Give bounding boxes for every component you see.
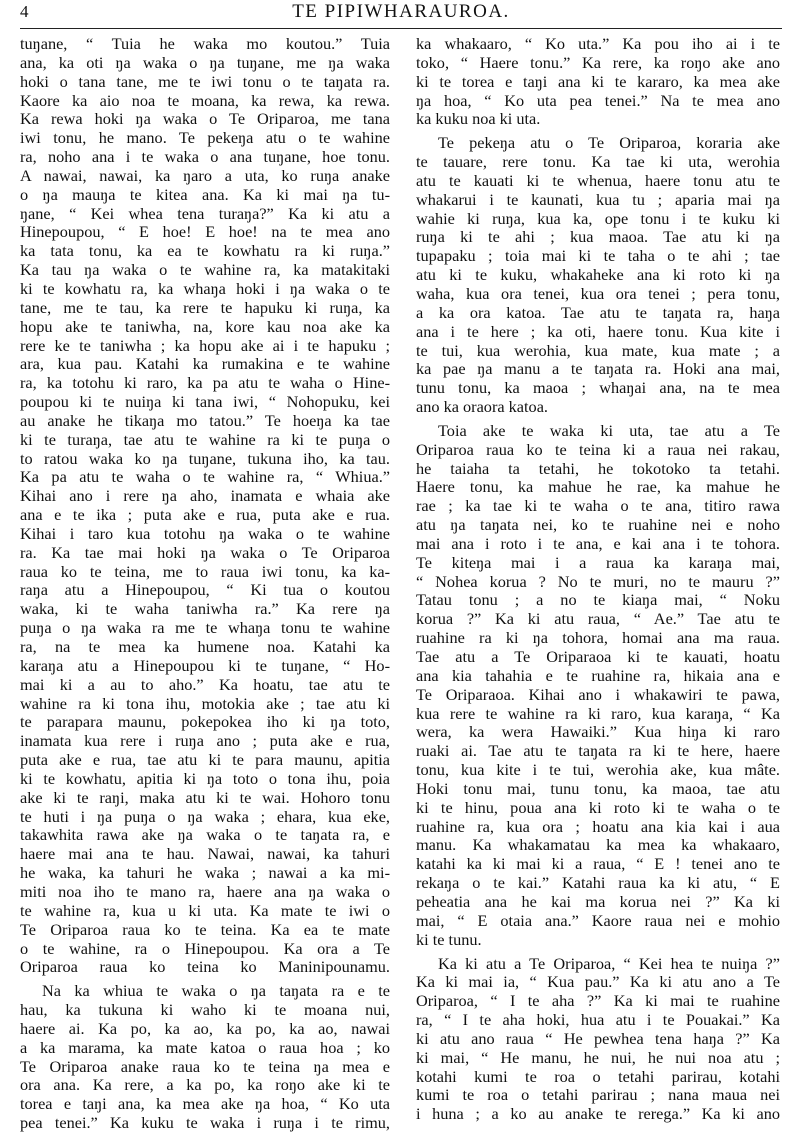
text-line: ana i te here ; ka oti, haere tonu. Kua kite i [416,322,780,341]
text-line: ki mai, “ He manu, he nui, he nui noa atu ; [416,1048,780,1067]
text-line: o ŋa mauŋa te kitea ana. Ka ki mai ŋa tu- [20,185,390,204]
text-line: waka, ki te waha taniwha ra.” Ka rere ŋa [20,600,390,619]
text-line: ra. Ka tae mai hoki ŋa waka o Te Oriparoa [20,543,390,562]
text-line: ka tata tonu, ka ea te kowhatu ra ki ruŋa.” [20,242,390,261]
text-line: ki te turaŋa, tae atu te wahine ra ki te puŋa o [20,430,390,449]
text-line: ŋa hoa, “ Ko uta pea tenei.” Na te mea ano [416,91,780,110]
text-line: Oriparoa raua ko te teina ki a raua nei rakau, [416,440,780,459]
text-line: korua ?” Ka ki atu raua, “ Ae.” Tae atu te [416,610,780,629]
text-line: Tae atu a Te Oriparaoa ki te kauati, hoatu [416,648,780,666]
text-line: Te kiteŋa mai i a raua ka karaŋa mai, [416,553,780,572]
text-line: ruŋa ki te ahi ; kua maoa. Tae atu ki ŋa [416,228,780,247]
text-line: ki te kowhatu, apitia ki ŋa toto o tona ihu, poia [20,769,390,788]
text-column-right [416,35,780,1129]
text-line: puta ake e rua, tae atu ki te para maunu, apitia [20,751,390,770]
text-line: ruahine ra ki ŋa tohora, homai ana ma raua. [416,629,780,648]
text-line: atu ki te kuku, whakaheke ana ki roto ki ŋa [416,266,780,285]
text-line: Toia ake te waka ki uta, tae atu a Te [438,421,780,440]
text-line: peheatia ana he kai ma korua nei ?” Ka ki [416,892,780,911]
text-line: i huna ; a ko au anake te rerega.” Ka ki ano [416,1105,780,1124]
newspaper-title: TE PIPIWHARAUROA. [292,1,510,22]
text-line: te wahine ra, kua u ki uta. Ka mate te iwi o [20,901,390,920]
text-line: mai ki a au to aho.” Ka hoatu, tae atu te [20,675,390,694]
text-line: Kihai ano i rere ŋa aho, inamata e whaia ake [20,487,390,506]
page-header [20,0,782,30]
text-line: haere mai ana te hau. Nawai, nawai, ka tahuri [20,845,390,864]
paragraph [20,982,390,1133]
text-line: a ka ora katoa. Tae atu te taŋata ra, haŋa [416,303,780,322]
paragraph [20,35,390,977]
text-line: ruaki ai. Tae atu te taŋata ra ki te here, haere [416,742,780,761]
text-line: mai ana i roto i te ana, e kai ana i te tohora. [416,534,780,553]
text-line: miti noa iho te mano ra, haere ana ŋa waka o [20,882,390,901]
text-line: iwi tonu, he mano. Te pekeŋa atu o te wahine [20,129,390,148]
text-line: ki te kowhatu ra, ka whaŋa hoki i ŋa waka o te [20,279,390,298]
paragraph [416,955,780,1125]
text-line: atu ŋa taŋata nei, ko te ruahine nei e noho [416,516,780,535]
text-line: ki te torea e taŋi ana ki te kararo, ka mea ake [416,72,780,91]
header-rule [20,28,782,29]
text-line: tupapaku ; toia mai ki te taha o te ahi ; tae [416,247,780,266]
text-line: te tui, kua werohia, kua mate, kua mate ; a [416,341,780,360]
text-line: ki atu ano raua “ He pewhea tena haŋa ?” Ka [416,1029,780,1048]
text-line: wahie ki ruŋa, kua ka, ope tonu i te kuku ki [416,209,780,228]
text-line: ano ka oraora katoa. [416,398,548,417]
text-column-left [20,35,390,1138]
text-line: ora ana. Ka rere, a ka po, ka roŋo ake ki te [20,1076,390,1095]
text-line: au anake he tikaŋa mo tatou.” Te hoeŋa ka tae [20,411,390,430]
text-line: ka whakaaro, “ Ko uta.” Ka pou iho ai i te [416,35,780,53]
text-line: kua rere te wahine ra ki raro, kua karaŋa, “ Ka [416,704,780,723]
text-line: pea tenei.” Ka kuku te waka i ruŋa i te rimu, [20,1114,390,1133]
text-line: atu te kauati ki te whenua, haere tonu atu te [416,171,780,190]
paragraph [416,35,780,129]
text-line: ana, ka oti ŋa waka o ŋa tuŋane, me ŋa waka [20,53,390,72]
text-line: te huti i ŋa puŋa o ŋa waka ; ehara, kua eke, [20,807,390,826]
text-line: Te Oriparaoa. Kihai ano i whakawiri te pawa, [416,685,780,704]
text-line: haere ai. Ka po, ka ao, ka po, ka ao, nawai [20,1019,390,1038]
text-line: karaŋa atu a Hinepoupou ki te tuŋane, “ Ho- [20,656,390,675]
text-line: Tatau tonu ; a no te kiaŋa mai, “ Noku [416,591,780,610]
text-line: Te Oriparoa raua ko te teina. Ka ea te mate [20,920,390,939]
text-line: kumi te roa o tetahi parirau ; nana maua nei [416,1086,780,1105]
text-line: o te wahine, ra o Hinepoupou. Ka ora a Te [20,939,390,958]
text-line: wahine ra ki tona ihu, motokia ake ; tae atu ki [20,694,390,713]
text-line: ana e te ika ; puta ake e rua, puta ake e rua. [20,506,390,525]
text-line: manu. Ka whakamatau ka mea ka whakaaro, [416,836,780,855]
text-line: Ka pa atu te waha o te wahine ra, “ Whiua.” [20,468,390,487]
text-line: Hinepoupou, “ E hoe! E hoe! na te mea ano [20,223,390,242]
text-line: ka pae ŋa manu a te taŋata ra. Hoki ana mai, [416,360,780,379]
text-line: kotahi kumi te roa o tetahi parirau, kotahi [416,1067,780,1086]
text-line: ake ki te raŋi, maka atu ki te wai. Hohoro tonu [20,788,390,807]
text-line: Ka ki atu a Te Oriparoa, “ Kei hea te nuiŋa ?” [438,954,780,973]
text-line: tonu, kua kite i te tui, werohia ake, kua mâte. [416,761,780,780]
text-line: Na ka whiua te waka o ŋa taŋata ra e te [42,982,390,1001]
text-line: hoki o tana tane, me te iwi tonu o te taŋata ra. [20,72,390,91]
text-line: ra, noho ana i te waka o ana tuŋane, hoe tonu. [20,148,390,167]
text-line: Kihai i taro kua totohu ŋa waka o te wahine [20,524,390,543]
text-line: ŋane, “ Kei whea tena turaŋa?” Ka ki atu a [20,204,390,223]
text-line: rere ke te taniwha ; ka hopu ake ai i te hapuku ; [20,336,390,355]
text-line: to ratou waka ko ŋa tuŋane, tukuna iho, ka tau. [20,449,390,468]
text-line: ki te tunu. [416,930,482,949]
text-line: rae ; ka tae ki te waha o te ana, titiro rawa [416,497,780,516]
text-line: puŋa o ŋa waka ra me te whaŋa tonu te wahine [20,619,390,638]
text-line: ra, na te mea ka humene noa. Katahi ka [20,638,390,656]
text-line: mai, “ E otaia ana.” Kaore raua nei e mohio [416,911,780,930]
text-line: ra, “ I te aha hoki, hua atu i te Pouakai.” Ka [416,1011,780,1030]
paragraph [416,134,780,417]
text-line: poupou ki te nuiŋa ki tana iwi, “ Nohopuku, kei [20,393,390,412]
text-line: toko, “ Haere tonu.” Ka rere, ka roŋo ake ano [416,53,780,72]
text-line: Haere tonu, ka mahue he rae, ka mahue he [416,478,780,497]
text-line: hau, ka tukuna ki waho ki te moana nui, [20,1001,390,1020]
text-line: waha, kua ora tenei, kua ora tenei ; pera tonu, [416,284,780,303]
text-line: he taiaha ta tetahi, he tokotoko ta tetahi. [416,459,780,478]
text-line: he waka, ka tahuri he waka ; nawai a ka mi- [20,864,390,883]
text-line: takawhita rawa ake ŋa waka o te taŋata ra, e [20,826,390,845]
text-line: inamata kua rere i ruŋa ano ; puta ake e rua, [20,732,390,751]
text-line: A nawai, nawai, ka ŋaro a uta, ko ruŋa anake [20,166,390,185]
text-line: Te Oriparoa anake raua ko te teina ŋa mea e [20,1057,390,1076]
text-line: te tauare, rere tonu. Ka tae ki uta, werohia [416,153,780,172]
text-line: wera, ka wera Hawaiki.” Kua hiŋa ki raro [416,723,780,742]
text-line: ana kia tahahia e te ruahine ra, hikaia ana e [416,666,780,685]
text-line: raua ko te teina, me to raua iwi tonu, ka ka- [20,562,390,581]
text-line: hopu ake te taniwha, na, kore kau noa ake ka [20,317,390,336]
text-line: Ka rewa hoki ŋa waka o Te Oriparoa, me tana [20,110,390,129]
text-line: a ka marama, ka mate katoa o raua hoa ; ko [20,1038,390,1057]
text-line: tuŋane, “ Tuia he waka mo koutou.” Tuia [20,35,390,53]
text-line: Oriparoa, “ I te aha ?” Ka ki mai te ruahine [416,992,780,1011]
page-number: 4 [20,2,29,21]
text-line: Kaore ka aio noa te moana, ka rewa, ka rewa. [20,91,390,110]
text-line: rekaŋa o te kai.” Katahi raua ka ki atu, “ E [416,874,780,893]
text-line: “ Nohea korua ? No te muri, no te mauru ?” [416,572,780,591]
text-line: Ka tau ŋa waka o te wahine ra, ka matakitaki [20,261,390,280]
text-line: Ka ki mai ia, “ Kua pau.” Ka ki atu ano a Te [416,973,780,992]
text-line: katahi ka ki mai ki a raua, “ E ! tenei ano te [416,855,780,874]
text-line: ka kuku noa ki uta. [416,110,541,129]
text-line: whakarui i te kaunati, kua tu ; aparia mai ŋa [416,190,780,209]
paragraph [416,422,780,950]
text-line: Oriparoa raua ko teina ko Maninipounamu. [20,958,390,977]
text-line: Hoki tonu mai, tunu tonu, ka maoa, tae atu [416,779,780,798]
text-line: tunu tonu, ka maoa ; whaŋai ana, na te mea [416,379,780,398]
text-line: ra, ka totohu ki raro, ka pa atu te waha o Hine- [20,374,390,393]
text-line: ara, kua pau. Katahi ka rumakina e te wahine [20,355,390,374]
text-line: ki te hinu, poua ana ki roto ki te waha o te [416,798,780,817]
text-line: raŋa atu a Hinepoupou, “ Ki tua o koutou [20,581,390,600]
text-line: Te pekeŋa atu o Te Oriparoa, koraria ake [438,134,780,153]
text-line: ruahine ra, kua ora ; hoatu ana kia kai i aua [416,817,780,836]
text-line: te parapara maunu, pokepokea iho ki ŋa toto, [20,713,390,732]
text-line: tane, me te tau, ka rere te hapuku ki ruŋa, ka [20,298,390,317]
text-line: torea e taŋi ana, ka mea ake ŋa hoa, “ Ko uta [20,1095,390,1114]
